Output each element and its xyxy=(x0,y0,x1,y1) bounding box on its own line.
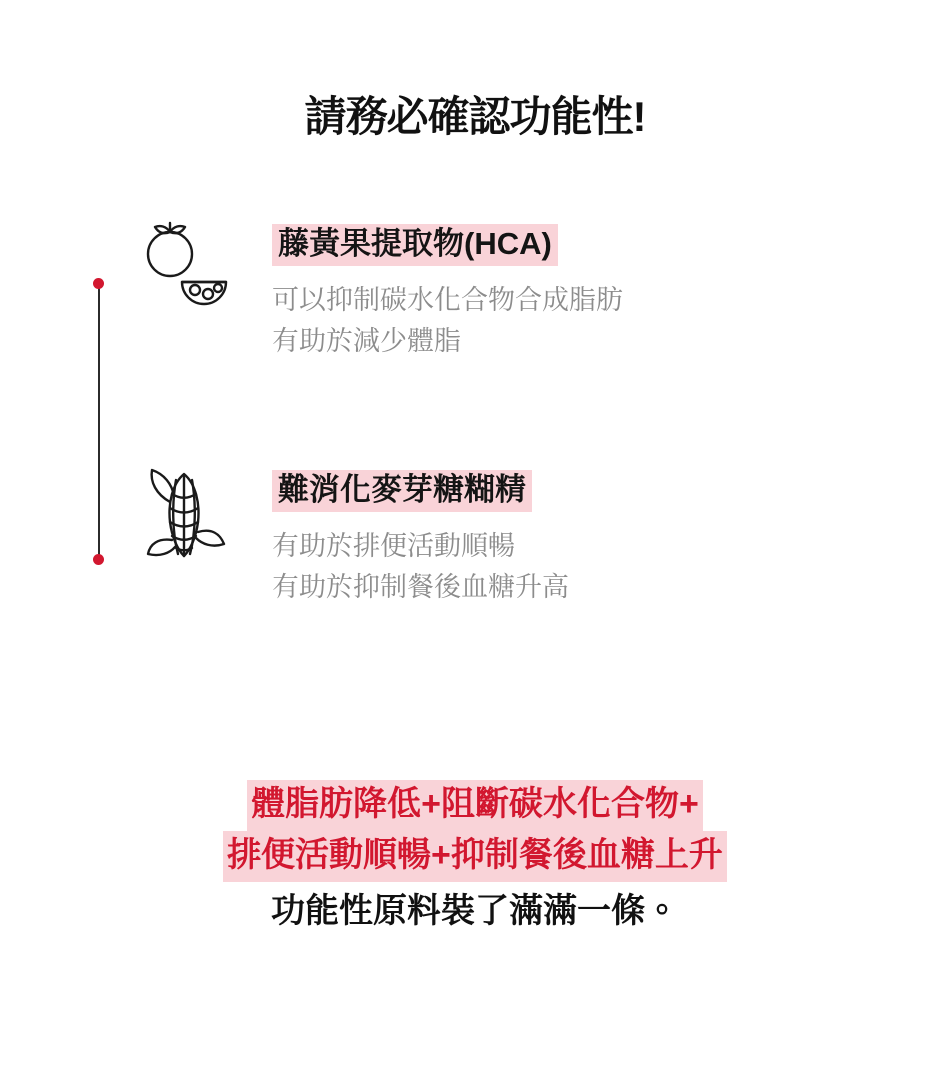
summary-line-2 xyxy=(0,831,950,882)
summary-highlight: 排便活動順暢+抑制餐後血糖上升 xyxy=(223,831,727,882)
feature-line: 可以抑制碳水化合物合成脂肪 xyxy=(272,284,623,315)
timeline-dot-1 xyxy=(93,278,104,289)
corn-cob-icon xyxy=(128,462,240,574)
feature-text-maltodextrin xyxy=(272,462,569,608)
timeline-dot-2 xyxy=(93,554,104,565)
feature-title: 難消化麥芽糖糊精 xyxy=(272,470,532,512)
page-title: 請務必確認功能性! xyxy=(304,93,646,140)
feature-title: 藤黃果提取物(HCA) xyxy=(272,224,558,266)
summary-line-3: 功能性原料裝了滿滿一條。 xyxy=(271,891,679,930)
feature-item-garcinia xyxy=(128,216,623,362)
feature-item-maltodextrin xyxy=(128,462,569,608)
feature-line: 有助於排便活動順暢 xyxy=(272,530,515,561)
summary-highlight: 體脂肪降低+阻斷碳水化合物+ xyxy=(247,780,703,831)
summary-block xyxy=(0,780,950,935)
feature-line: 有助於抑制餐後血糖升高 xyxy=(272,571,569,602)
feature-line: 有助於減少體脂 xyxy=(272,325,461,356)
summary-line-1 xyxy=(0,780,950,831)
mangosteen-fruit-icon xyxy=(128,216,240,328)
feature-text-garcinia xyxy=(272,216,623,362)
timeline-rail xyxy=(98,283,100,560)
